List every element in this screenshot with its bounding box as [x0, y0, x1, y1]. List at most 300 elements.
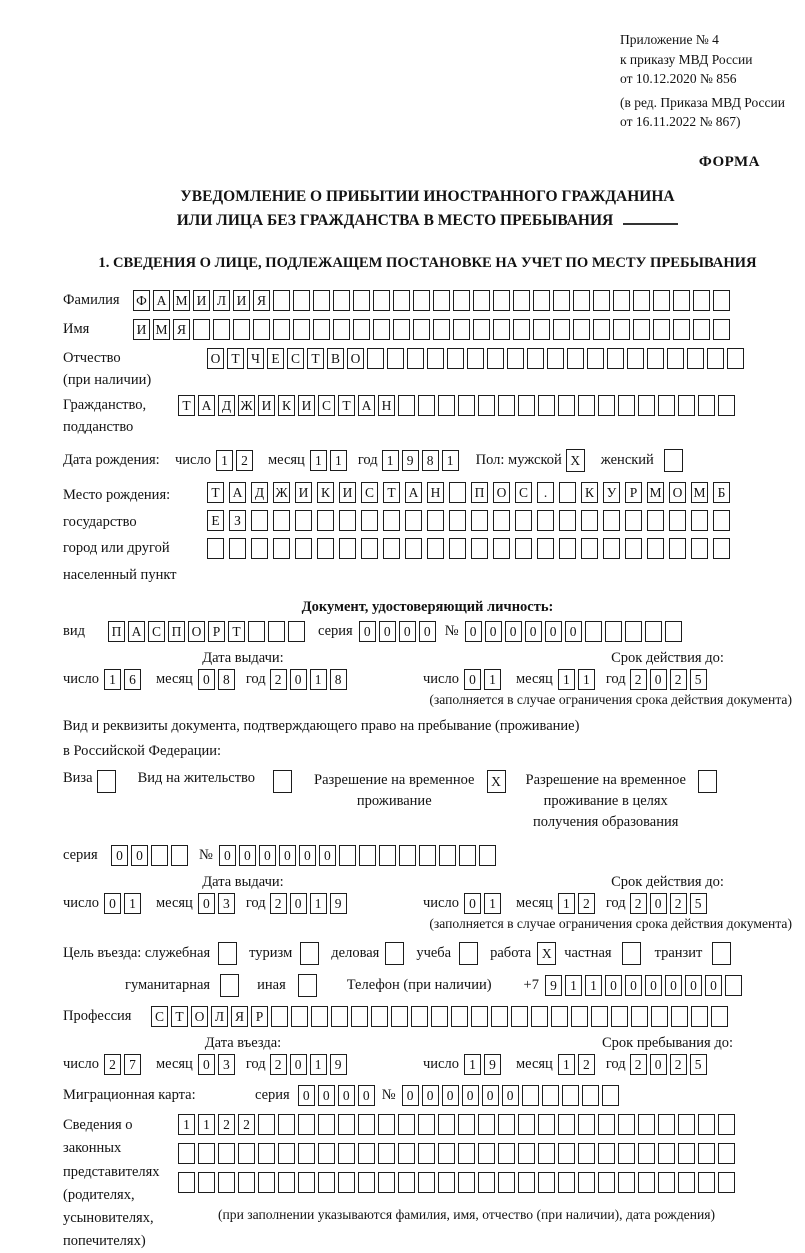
char-cell[interactable] [478, 1143, 495, 1164]
char-cell[interactable]: 0 [290, 1054, 307, 1075]
char-cell[interactable] [558, 1143, 575, 1164]
char-cell[interactable] [603, 538, 620, 559]
char-cell[interactable] [361, 538, 378, 559]
char-cell[interactable] [671, 1006, 688, 1027]
char-cell[interactable]: С [318, 395, 335, 416]
char-cell[interactable] [427, 510, 444, 531]
char-cell[interactable] [491, 1006, 508, 1027]
char-cell[interactable] [218, 1172, 235, 1193]
char-cell[interactable] [658, 1172, 675, 1193]
char-cell[interactable] [339, 510, 356, 531]
char-cell[interactable] [291, 1006, 308, 1027]
char-cell[interactable]: О [347, 348, 364, 369]
char-cell[interactable]: Ж [238, 395, 255, 416]
char-cell[interactable]: 7 [124, 1054, 141, 1075]
char-cell[interactable] [398, 1172, 415, 1193]
char-cell[interactable] [207, 538, 224, 559]
char-cell[interactable]: 2 [270, 669, 287, 690]
char-cell[interactable]: 2 [630, 669, 647, 690]
char-cell[interactable] [447, 348, 464, 369]
char-cell[interactable] [383, 510, 400, 531]
char-cell[interactable]: А [128, 621, 145, 642]
char-cell[interactable] [298, 1172, 315, 1193]
char-cell[interactable] [413, 319, 430, 340]
char-cell[interactable]: 0 [299, 845, 316, 866]
char-cell[interactable] [418, 1172, 435, 1193]
char-cell[interactable] [647, 538, 664, 559]
char-cell[interactable] [451, 1006, 468, 1027]
char-cell[interactable] [698, 1143, 715, 1164]
char-cell[interactable] [273, 770, 292, 793]
char-cell[interactable] [678, 1114, 695, 1135]
char-cell[interactable]: 0 [402, 1085, 419, 1106]
char-cell[interactable] [613, 290, 630, 311]
char-cell[interactable] [713, 510, 730, 531]
char-cell[interactable] [311, 1006, 328, 1027]
char-cell[interactable] [638, 395, 655, 416]
char-cell[interactable] [602, 1085, 619, 1106]
char-cell[interactable] [418, 1114, 435, 1135]
char-cell[interactable]: 0 [565, 621, 582, 642]
char-cell[interactable] [258, 1172, 275, 1193]
char-cell[interactable]: 1 [585, 975, 602, 996]
char-cell[interactable] [573, 319, 590, 340]
char-cell[interactable] [645, 621, 662, 642]
char-cell[interactable] [678, 1143, 695, 1164]
char-cell[interactable] [667, 348, 684, 369]
char-cell[interactable] [538, 395, 555, 416]
char-cell[interactable] [251, 510, 268, 531]
char-cell[interactable]: 8 [330, 669, 347, 690]
char-cell[interactable] [458, 395, 475, 416]
char-cell[interactable]: 8 [422, 450, 439, 471]
char-cell[interactable]: 5 [690, 1054, 707, 1075]
purpose-official-checkbox[interactable] [218, 942, 237, 965]
char-cell[interactable]: И [133, 319, 150, 340]
visa-checkbox[interactable] [97, 770, 116, 793]
char-cell[interactable] [313, 290, 330, 311]
char-cell[interactable] [391, 1006, 408, 1027]
char-cell[interactable] [393, 290, 410, 311]
char-cell[interactable] [698, 1172, 715, 1193]
char-cell[interactable]: X [566, 449, 585, 472]
char-cell[interactable] [605, 621, 622, 642]
char-cell[interactable] [698, 395, 715, 416]
char-cell[interactable]: Я [231, 1006, 248, 1027]
char-cell[interactable] [383, 538, 400, 559]
char-cell[interactable]: У [603, 482, 620, 503]
char-cell[interactable] [537, 510, 554, 531]
char-cell[interactable]: 5 [690, 893, 707, 914]
char-cell[interactable] [527, 348, 544, 369]
char-cell[interactable]: П [471, 482, 488, 503]
char-cell[interactable] [293, 290, 310, 311]
char-cell[interactable] [593, 319, 610, 340]
char-cell[interactable] [625, 510, 642, 531]
char-cell[interactable] [603, 510, 620, 531]
char-cell[interactable] [693, 319, 710, 340]
residence-permit-checkbox[interactable] [273, 770, 292, 793]
char-cell[interactable]: 3 [218, 893, 235, 914]
char-cell[interactable] [581, 538, 598, 559]
char-cell[interactable] [625, 538, 642, 559]
char-cell[interactable] [598, 1143, 615, 1164]
char-cell[interactable] [479, 845, 496, 866]
char-cell[interactable] [618, 395, 635, 416]
char-cell[interactable] [438, 1143, 455, 1164]
char-cell[interactable] [558, 395, 575, 416]
char-cell[interactable] [453, 319, 470, 340]
char-cell[interactable]: К [317, 482, 334, 503]
char-cell[interactable]: Я [253, 290, 270, 311]
char-cell[interactable] [273, 290, 290, 311]
char-cell[interactable]: Р [208, 621, 225, 642]
char-cell[interactable] [665, 621, 682, 642]
char-cell[interactable] [339, 538, 356, 559]
purpose-business-checkbox[interactable] [385, 942, 404, 965]
char-cell[interactable] [725, 975, 742, 996]
char-cell[interactable]: 0 [290, 669, 307, 690]
char-cell[interactable] [653, 319, 670, 340]
char-cell[interactable]: 0 [705, 975, 722, 996]
char-cell[interactable]: Т [227, 348, 244, 369]
char-cell[interactable]: Т [383, 482, 400, 503]
char-cell[interactable]: 0 [650, 893, 667, 914]
char-cell[interactable]: 1 [558, 1054, 575, 1075]
char-cell[interactable] [459, 942, 478, 965]
char-cell[interactable] [518, 1172, 535, 1193]
char-cell[interactable] [318, 1172, 335, 1193]
purpose-study-checkbox[interactable] [459, 942, 478, 965]
char-cell[interactable] [553, 319, 570, 340]
char-cell[interactable] [471, 1006, 488, 1027]
char-cell[interactable] [248, 621, 265, 642]
char-cell[interactable] [698, 770, 717, 793]
char-cell[interactable] [713, 538, 730, 559]
char-cell[interactable] [493, 510, 510, 531]
char-cell[interactable]: Ф [133, 290, 150, 311]
char-cell[interactable] [673, 319, 690, 340]
char-cell[interactable] [419, 845, 436, 866]
char-cell[interactable] [558, 1114, 575, 1135]
char-cell[interactable]: 0 [111, 845, 128, 866]
char-cell[interactable] [518, 395, 535, 416]
char-cell[interactable] [353, 290, 370, 311]
char-cell[interactable] [220, 974, 239, 997]
char-cell[interactable]: А [229, 482, 246, 503]
char-cell[interactable]: А [198, 395, 215, 416]
char-cell[interactable]: X [537, 942, 556, 965]
char-cell[interactable]: 0 [502, 1085, 519, 1106]
char-cell[interactable]: 0 [298, 1085, 315, 1106]
char-cell[interactable] [537, 538, 554, 559]
char-cell[interactable]: Ч [247, 348, 264, 369]
char-cell[interactable]: М [647, 482, 664, 503]
char-cell[interactable] [379, 845, 396, 866]
char-cell[interactable] [198, 1143, 215, 1164]
char-cell[interactable]: 2 [236, 450, 253, 471]
char-cell[interactable]: 2 [578, 1054, 595, 1075]
char-cell[interactable] [718, 1172, 735, 1193]
char-cell[interactable] [300, 942, 319, 965]
char-cell[interactable] [578, 1114, 595, 1135]
char-cell[interactable] [411, 1006, 428, 1027]
char-cell[interactable] [567, 348, 584, 369]
char-cell[interactable]: Р [251, 1006, 268, 1027]
char-cell[interactable]: 0 [650, 669, 667, 690]
char-cell[interactable]: 0 [625, 975, 642, 996]
char-cell[interactable] [218, 942, 237, 965]
char-cell[interactable] [471, 538, 488, 559]
char-cell[interactable] [562, 1085, 579, 1106]
char-cell[interactable] [631, 1006, 648, 1027]
char-cell[interactable] [151, 845, 168, 866]
char-cell[interactable] [638, 1114, 655, 1135]
char-cell[interactable]: 1 [310, 1054, 327, 1075]
char-cell[interactable] [385, 942, 404, 965]
char-cell[interactable]: 0 [319, 845, 336, 866]
purpose-tourism-checkbox[interactable] [300, 942, 319, 965]
char-cell[interactable] [378, 1172, 395, 1193]
char-cell[interactable]: 8 [218, 669, 235, 690]
char-cell[interactable] [407, 348, 424, 369]
char-cell[interactable] [387, 348, 404, 369]
char-cell[interactable] [453, 290, 470, 311]
char-cell[interactable] [438, 1172, 455, 1193]
char-cell[interactable] [618, 1143, 635, 1164]
char-cell[interactable] [669, 538, 686, 559]
char-cell[interactable] [573, 290, 590, 311]
char-cell[interactable]: 2 [578, 893, 595, 914]
char-cell[interactable] [449, 510, 466, 531]
char-cell[interactable] [658, 395, 675, 416]
char-cell[interactable] [193, 319, 210, 340]
char-cell[interactable]: 6 [124, 669, 141, 690]
char-cell[interactable] [618, 1172, 635, 1193]
char-cell[interactable]: 0 [465, 621, 482, 642]
char-cell[interactable]: Р [625, 482, 642, 503]
char-cell[interactable]: Е [267, 348, 284, 369]
char-cell[interactable] [687, 348, 704, 369]
char-cell[interactable] [338, 1114, 355, 1135]
char-cell[interactable]: О [207, 348, 224, 369]
char-cell[interactable]: 1 [178, 1114, 195, 1135]
char-cell[interactable] [295, 510, 312, 531]
char-cell[interactable] [317, 510, 334, 531]
char-cell[interactable] [511, 1006, 528, 1027]
char-cell[interactable] [405, 510, 422, 531]
char-cell[interactable] [522, 1085, 539, 1106]
char-cell[interactable]: Т [228, 621, 245, 642]
char-cell[interactable] [518, 1114, 535, 1135]
char-cell[interactable] [473, 319, 490, 340]
char-cell[interactable] [293, 319, 310, 340]
char-cell[interactable] [178, 1172, 195, 1193]
char-cell[interactable] [251, 538, 268, 559]
char-cell[interactable] [378, 1143, 395, 1164]
char-cell[interactable] [673, 290, 690, 311]
char-cell[interactable] [487, 348, 504, 369]
char-cell[interactable] [427, 348, 444, 369]
char-cell[interactable]: 0 [198, 669, 215, 690]
char-cell[interactable] [638, 1172, 655, 1193]
char-cell[interactable] [171, 845, 188, 866]
char-cell[interactable]: 0 [419, 621, 436, 642]
char-cell[interactable]: С [515, 482, 532, 503]
char-cell[interactable]: 2 [238, 1114, 255, 1135]
char-cell[interactable]: 2 [670, 669, 687, 690]
char-cell[interactable]: 5 [690, 669, 707, 690]
char-cell[interactable]: 1 [484, 669, 501, 690]
char-cell[interactable] [585, 621, 602, 642]
char-cell[interactable]: 0 [219, 845, 236, 866]
char-cell[interactable] [198, 1172, 215, 1193]
char-cell[interactable]: 0 [290, 893, 307, 914]
char-cell[interactable]: 9 [545, 975, 562, 996]
char-cell[interactable] [531, 1006, 548, 1027]
purpose-transit-checkbox[interactable] [712, 942, 731, 965]
char-cell[interactable] [571, 1006, 588, 1027]
char-cell[interactable] [358, 1114, 375, 1135]
char-cell[interactable]: 0 [464, 669, 481, 690]
char-cell[interactable]: 0 [239, 845, 256, 866]
char-cell[interactable] [218, 1143, 235, 1164]
char-cell[interactable]: 0 [279, 845, 296, 866]
temp-permit-edu-checkbox[interactable] [698, 770, 717, 793]
char-cell[interactable]: Д [218, 395, 235, 416]
char-cell[interactable]: К [581, 482, 598, 503]
char-cell[interactable]: О [191, 1006, 208, 1027]
char-cell[interactable] [618, 1114, 635, 1135]
char-cell[interactable] [669, 510, 686, 531]
char-cell[interactable] [233, 319, 250, 340]
char-cell[interactable] [278, 1114, 295, 1135]
char-cell[interactable] [493, 538, 510, 559]
sex-male-checkbox[interactable] [566, 449, 585, 472]
char-cell[interactable] [471, 510, 488, 531]
char-cell[interactable]: Л [211, 1006, 228, 1027]
char-cell[interactable] [598, 1114, 615, 1135]
char-cell[interactable]: М [173, 290, 190, 311]
char-cell[interactable]: 0 [104, 893, 121, 914]
char-cell[interactable] [551, 1006, 568, 1027]
char-cell[interactable] [498, 1172, 515, 1193]
char-cell[interactable] [378, 1114, 395, 1135]
char-cell[interactable]: 0 [259, 845, 276, 866]
char-cell[interactable] [359, 845, 376, 866]
char-cell[interactable]: А [153, 290, 170, 311]
char-cell[interactable]: 9 [402, 450, 419, 471]
char-cell[interactable] [393, 319, 410, 340]
char-cell[interactable] [578, 395, 595, 416]
char-cell[interactable] [578, 1172, 595, 1193]
char-cell[interactable]: 0 [665, 975, 682, 996]
char-cell[interactable]: X [487, 770, 506, 793]
char-cell[interactable] [478, 1172, 495, 1193]
char-cell[interactable]: 1 [558, 669, 575, 690]
char-cell[interactable] [513, 319, 530, 340]
char-cell[interactable] [459, 845, 476, 866]
char-cell[interactable] [339, 845, 356, 866]
char-cell[interactable] [278, 1143, 295, 1164]
char-cell[interactable] [587, 348, 604, 369]
char-cell[interactable] [433, 290, 450, 311]
char-cell[interactable] [691, 538, 708, 559]
char-cell[interactable] [431, 1006, 448, 1027]
char-cell[interactable] [691, 510, 708, 531]
char-cell[interactable] [433, 319, 450, 340]
char-cell[interactable] [538, 1143, 555, 1164]
char-cell[interactable] [538, 1172, 555, 1193]
char-cell[interactable] [317, 538, 334, 559]
char-cell[interactable] [405, 538, 422, 559]
char-cell[interactable]: 9 [330, 1054, 347, 1075]
char-cell[interactable]: Т [171, 1006, 188, 1027]
purpose-private-checkbox[interactable] [622, 942, 641, 965]
char-cell[interactable] [361, 510, 378, 531]
char-cell[interactable]: З [229, 510, 246, 531]
char-cell[interactable] [418, 1143, 435, 1164]
char-cell[interactable] [653, 290, 670, 311]
char-cell[interactable] [178, 1143, 195, 1164]
char-cell[interactable] [253, 319, 270, 340]
char-cell[interactable] [664, 449, 683, 472]
char-cell[interactable] [647, 348, 664, 369]
char-cell[interactable]: 0 [545, 621, 562, 642]
char-cell[interactable]: О [188, 621, 205, 642]
char-cell[interactable] [598, 395, 615, 416]
char-cell[interactable] [273, 510, 290, 531]
char-cell[interactable]: А [358, 395, 375, 416]
purpose-work-checkbox[interactable] [537, 942, 556, 965]
char-cell[interactable]: 2 [270, 1054, 287, 1075]
char-cell[interactable] [313, 319, 330, 340]
char-cell[interactable] [238, 1143, 255, 1164]
char-cell[interactable]: 2 [670, 1054, 687, 1075]
char-cell[interactable] [693, 290, 710, 311]
char-cell[interactable]: С [148, 621, 165, 642]
char-cell[interactable] [627, 348, 644, 369]
char-cell[interactable]: 9 [484, 1054, 501, 1075]
char-cell[interactable]: И [193, 290, 210, 311]
char-cell[interactable] [353, 319, 370, 340]
char-cell[interactable]: 0 [442, 1085, 459, 1106]
char-cell[interactable] [712, 942, 731, 965]
char-cell[interactable] [271, 1006, 288, 1027]
char-cell[interactable] [438, 395, 455, 416]
char-cell[interactable]: Ж [273, 482, 290, 503]
char-cell[interactable]: О [493, 482, 510, 503]
char-cell[interactable]: А [405, 482, 422, 503]
char-cell[interactable] [542, 1085, 559, 1106]
char-cell[interactable] [258, 1143, 275, 1164]
char-cell[interactable] [553, 290, 570, 311]
char-cell[interactable] [398, 395, 415, 416]
char-cell[interactable] [559, 482, 576, 503]
char-cell[interactable]: Б [713, 482, 730, 503]
char-cell[interactable]: 2 [670, 893, 687, 914]
char-cell[interactable]: 1 [464, 1054, 481, 1075]
char-cell[interactable] [593, 290, 610, 311]
char-cell[interactable] [258, 1114, 275, 1135]
char-cell[interactable]: Я [173, 319, 190, 340]
char-cell[interactable] [598, 1172, 615, 1193]
char-cell[interactable]: 0 [482, 1085, 499, 1106]
char-cell[interactable] [273, 538, 290, 559]
char-cell[interactable] [273, 319, 290, 340]
char-cell[interactable]: . [537, 482, 554, 503]
char-cell[interactable] [678, 1172, 695, 1193]
